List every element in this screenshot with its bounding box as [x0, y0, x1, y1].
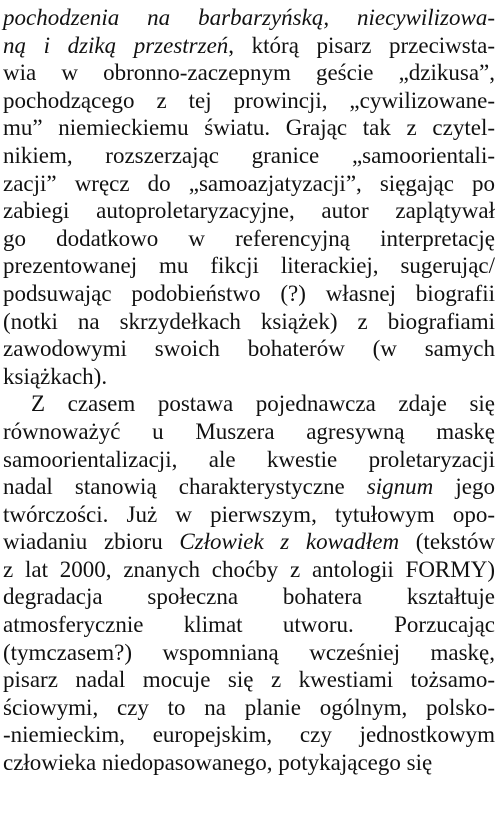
text-run: atmosferycznie klimat utworu. Porzucając: [3, 612, 495, 638]
text-line: [3, 4, 495, 32]
text-line: [3, 556, 495, 584]
text-run: (tymczasem?) wspomnianą wcześniej maskę,: [3, 639, 495, 665]
italic-text: pochodzenia na barbarzyńską, niecywilizowa-: [3, 5, 495, 30]
text-run: Z czasem postawa pojednawcza zdaje się: [31, 391, 495, 417]
italic-text: ną i dziką przestrzeń: [3, 32, 229, 58]
text-line: [3, 583, 495, 611]
text-run: ściowymi, czy to na planie ogólnym, polsko-: [3, 694, 495, 720]
text-line: [3, 418, 495, 446]
text-line: [3, 446, 495, 474]
text-line: [3, 473, 495, 501]
text-line: [3, 639, 495, 667]
document-page: [3, 4, 495, 777]
text-line: [3, 170, 495, 198]
text-line: [3, 32, 495, 60]
text-run: zawodowymi swoich bohaterów (w samych: [3, 336, 495, 362]
text-line: [3, 363, 495, 391]
body-text: [3, 4, 495, 777]
text-line: [3, 252, 495, 280]
text-line: [3, 390, 495, 418]
text-run: (notki na skrzydełkach książek) z biografiami: [3, 308, 495, 334]
text-line: [3, 114, 495, 142]
text-run: jego: [433, 474, 495, 500]
text-line: [3, 694, 495, 722]
text-line: [3, 59, 495, 87]
text-run: , którą pisarz przeciwsta-: [228, 32, 496, 58]
text-run: samoorientalizacji, ale kwestie proletaryzacji: [3, 446, 495, 472]
text-run: twórczości. Już w pierwszym, tytułowym opo-: [3, 501, 495, 527]
text-line: [3, 501, 495, 529]
text-run: go dodatkowo w referencyjną interpretację: [3, 225, 495, 251]
text-line: [3, 528, 495, 556]
text-run: człowieka niedopasowanego, potykającego się: [3, 750, 433, 776]
text-run: zabiegi autoproletaryzacyjne, autor zaplątywał: [3, 198, 495, 224]
text-run: książkach).: [3, 363, 108, 389]
text-run: wia w obronno-zaczepnym geście „dzikusa”,: [3, 60, 495, 86]
text-line: [3, 197, 495, 225]
text-run: mu” niemieckiemu światu. Grając tak z czytel-: [3, 115, 495, 141]
text-run: nadal stanowią charakterystyczne: [3, 474, 367, 500]
text-run: równoważyć u Muszera agresywną maskę: [3, 418, 495, 444]
text-run: -niemieckim, europejskim, czy jednostkowym: [3, 722, 495, 748]
text-run: wiadaniu zbioru: [3, 529, 180, 555]
text-line: [3, 280, 495, 308]
text-run: z lat 2000, znanych choćby z antologii FORMY): [3, 556, 495, 582]
paragraph: [3, 390, 495, 776]
text-line: [3, 611, 495, 639]
text-run: (tekstów: [399, 529, 495, 555]
italic-text: signum: [366, 474, 434, 500]
text-run: degradacja społeczna bohatera kształtuje: [3, 584, 495, 610]
text-line: [3, 225, 495, 253]
paragraph: [3, 4, 495, 390]
text-run: pisarz nadal mocuje się z kwestiami tożsamo-: [3, 667, 495, 693]
text-run: zacji” wręcz do „samoazjatyzacji”, sięgając po: [3, 170, 495, 196]
text-line: [3, 87, 495, 115]
text-run: podsuwając podobieństwo (?) własnej biografii: [3, 280, 495, 306]
text-line: [3, 666, 495, 694]
text-line: [3, 142, 495, 170]
text-line: [3, 308, 495, 336]
italic-text: Człowiek z kowadłem: [179, 529, 400, 555]
text-run: pochodzącego z tej prowincji, „cywilizowane-: [3, 87, 495, 113]
text-run: prezentowanej mu fikcji literackiej, sugerując/: [3, 253, 495, 279]
text-line: [3, 335, 495, 363]
text-run: nikiem, rozszerzając granice „samoorientali-: [3, 142, 495, 168]
text-line: [3, 721, 495, 749]
text-line: [3, 749, 495, 777]
